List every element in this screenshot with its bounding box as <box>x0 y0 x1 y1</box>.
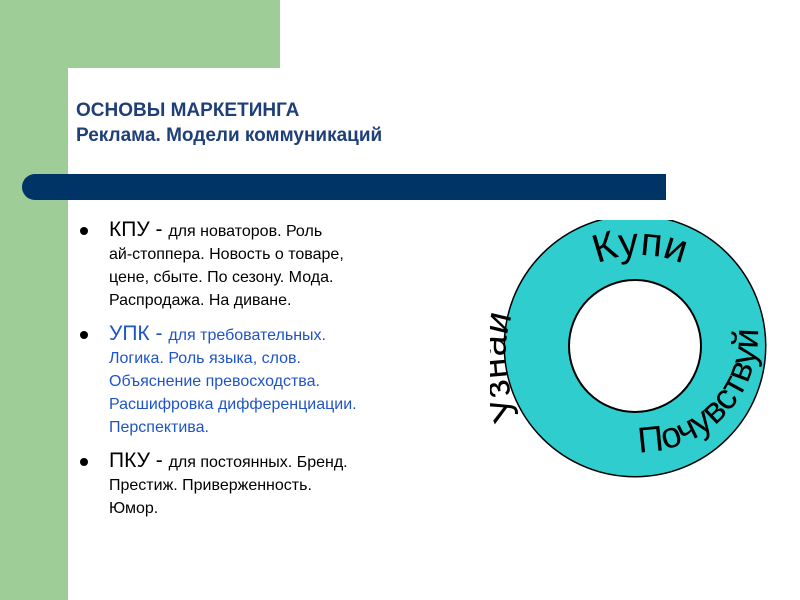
bullet-item-kpu <box>80 218 480 312</box>
slide-title <box>76 98 382 148</box>
ring-inner-edge <box>569 280 701 412</box>
divider-band <box>22 174 666 200</box>
bullet-list <box>80 218 480 530</box>
bullet-line: Юмор. <box>109 500 159 517</box>
bullet-dot-icon <box>80 227 88 235</box>
ring-graphic <box>490 220 790 480</box>
ring-text-pochuvstvuy: Почувствуй <box>635 327 767 461</box>
ring-text-kupi: Купи <box>587 220 694 272</box>
title-line-1: ОСНОВЫ МАРКЕТИНГА <box>76 100 300 121</box>
bullet-line: Расшифровка дифференциации. <box>109 396 357 413</box>
bullet-dot-icon <box>80 458 88 466</box>
bullet-first-line <box>109 449 480 474</box>
bullet-line: Перспектива. <box>109 419 209 436</box>
bullet-item-pku <box>80 449 480 520</box>
bullet-text: для новаторов. Роль <box>168 223 323 240</box>
bullet-item-upk <box>80 322 480 439</box>
bullet-line: Объяснение превосходства. <box>109 373 320 390</box>
bullet-first-line <box>109 218 480 243</box>
ring-svg <box>490 220 790 480</box>
bullet-dot-icon <box>80 331 88 339</box>
bullet-line: Престиж. Приверженность. <box>109 477 312 494</box>
green-left-band <box>0 0 68 600</box>
bullet-line: цене, сбыте. По сезону. Мода. <box>109 269 334 286</box>
bullet-heading: ПКУ - <box>109 449 169 472</box>
title-line-2: Реклама. Модели коммуникаций <box>76 125 383 146</box>
bullet-first-line <box>109 322 480 347</box>
bullet-line: Логика. Роль языка, слов. <box>109 350 301 367</box>
bullet-line: ай-стоппера. Новость о товаре, <box>109 246 344 263</box>
bullet-heading: КПУ - <box>109 218 169 241</box>
bullet-text: для требовательных. <box>168 327 326 344</box>
bullet-line: Распродажа. На диване. <box>109 292 292 309</box>
bullet-text: для постоянных. Бренд. <box>168 454 348 471</box>
bullet-heading: УПК - <box>109 322 169 345</box>
